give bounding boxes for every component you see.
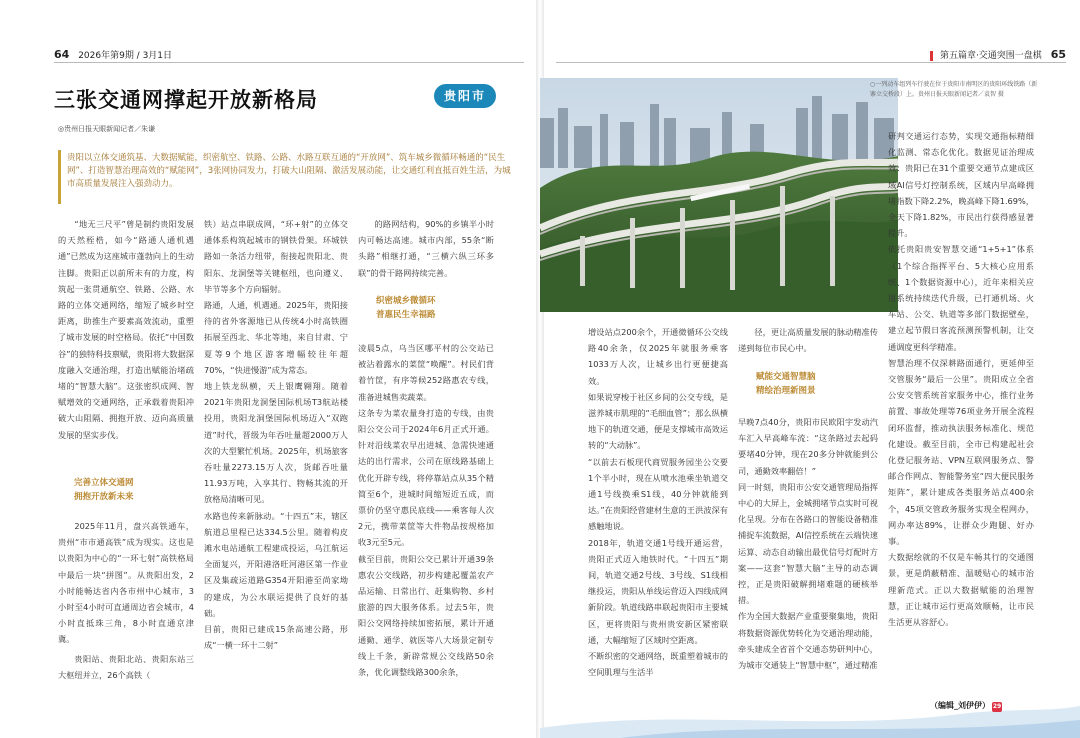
left-folio — [54, 48, 172, 61]
editor-credit — [930, 700, 1002, 712]
right-section-title: 第五篇章·交通突围一盘棋 — [939, 51, 1042, 61]
column-1-top: “地无三尺平”曾是制约贵阳发展的天然桎梏，如今“路通人通机遇通”已然成为这座城市蓬勃向上的生动注脚。贵阳正以前所未有的力度，构筑起一张贯通航空、铁路、公路、水路的立体交通网络，缩短了城乡时空距离，助推生产要素高效流动，重塑了城市发展的时空格局。依托“中国数谷”的独特科技禀赋，贵阳将大数据深度融入交通治理，打造出赋能治堵疏堵的“智慧大脑”。这张密织成网、智赋增效的交通网络，正承载着贵阳冲破大山阻隔、拥抱开放、迈向高质量发展的坚实步伐。 — [58, 219, 194, 440]
editor-name: （编辑_刘伊伊） — [930, 701, 990, 710]
footer-wave-decoration — [0, 698, 1080, 738]
column-5-bottom: 早晚7点40分，贵阳市民欧阳宇发动汽车汇入早高峰车流：“这条路过去起码要堵40分钟，现在20多分钟就能到公司，通勤效率翻倍！” 同一时刻，贵阳市公安交通管理局指挥中心的大屏上，金城拥堵节点实时可视化呈现。分布在各路口的智能设备精准捕捉车流数据，AI信控系统在云端快速运算、动态自动输出最优信号灯配时方案——这套“智慧大脑”主导的动态调控，正是贵阳破解拥堵难题的硬核举措。 作为全国大数据产业重要聚集地，贵阳将数据资源优势转化为交通治理动能，牵头建成全省首个交通态势研判中心，为城市交通装上“智慧中枢”，通过精准 — [738, 417, 878, 671]
column-5-top: 径，更让高质量发展的脉动精准传递到每位市民心中。 — [738, 327, 878, 354]
column-1-bottom: 2025年11月，盘兴高铁通车，贵州“市市通高铁”成为现实。这也是以贵阳为中心的“一环七射”高铁格局中最后一块“拼图”。从贵阳出发，2小时能畅达省内各市州中心城市，3小时至4小时可直通周边省会城市，4小时直抵珠三角，8小时直通京津冀。 — [58, 521, 194, 645]
left-page-number: 64 — [54, 48, 70, 61]
column-1-bottom-2: 贵阳站、贵阳北站、贵阳东站三大枢纽并立，26个高铁（ — [58, 654, 194, 681]
right-folio — [916, 48, 1066, 61]
left-issue-info: 2026年第9期 / 3月1日 — [78, 51, 173, 61]
subhead-3: 赋能交通智慧脑 精绘治理新图景 — [756, 372, 816, 396]
column-3-top: 的路网结构，90%的乡镇半小时内可畅达高速。城市内部，55条“断头路”相继打通，“三横六纵三环多联”的骨干路网持续完善。 — [358, 219, 494, 278]
right-page — [540, 0, 1080, 738]
left-top-rule — [54, 62, 524, 63]
column-3-bottom: 凌晨5点，乌当区哪平村的公交站已被沾着露水的菜筐“唤醒”。村民们背着竹筐，有序等候252路惠农专线，准备进城售卖蔬菜。 这条专为菜农量身打造的专线，由贵阳公交公司于2024年6月正式开通。针对沿线菜农早出进城、急需快速通达的出行需求，公司在原线路基础上优化开辟专线，将停靠站点从35个精简至6个，进城时间缩短近五成，而票价仍坚守惠民底线——乘客每人次2元，携带菜筐等大件物品按规格加收3元至5元。 截至目前，贵阳公交已累计开通39条惠农公交线路，初步构建起覆盖农产品运输、日常出行、赶集购物、乡村旅游的四大服务体系。过去5年，贵阳公交网络持续加密拓展，累计开通通勤、通学、就医等八大场景定制专线上千条，新辟常规公交线路50余条，优化调整线路300余条， — [358, 343, 494, 678]
byline: ◎贵州日报天眼新闻记者／朱谦 — [58, 125, 156, 133]
column-2: 铁）站点串联成网，“环+射”的立体交通体系构筑起城市的钢铁骨架。环城铁路如一条活力纽带，衔接起贵阳北、贵阳东、龙洞堡等关键枢纽，也向遵义、毕节等多个方向辐射。 路通，人通，机遇通。2025年，贵阳接待的省外客源地已从传统4小时高铁圈拓展至西北、华北等地，来自甘肃、宁夏等9个地区游客增幅较往年超70%，“快进慢游”成为常态。 地上铁龙纵横，天上银鹰翱翔。随着2021年贵阳龙洞堡国际机场T3航站楼投用，贵阳龙洞堡国际机场迈入“双跑道”时代，晋级为年吞吐量超2000万人次的大型繁忙机场。2025年，机场旅客吞吐量2273.15万人次，货邮吞吐量11.93万吨，入享其行、物畅其流的开放格局清晰可见。 水路也传来新脉动。“十四五”末，辖区航道总里程已达334.5公里。随着构皮滩水电站通航工程建成投运，乌江航运全面复兴，开阳港洛旺河港区第一作业区及集疏运道路G354开阳港至尚家坳的建成，为公水联运提供了良好的基础。 目前，贵阳已建成15条高速公路，形成“一横一环十二射” — [204, 219, 348, 651]
page-mark-badge: 29 — [992, 703, 1002, 710]
subhead-1: 完善立体交通网 拥抱开放新未来 — [74, 478, 134, 502]
section-marker — [930, 51, 933, 61]
right-page-number: 65 — [1050, 48, 1066, 61]
subhead-2: 织密城乡微循环 普惠民生幸福路 — [376, 296, 436, 320]
column-6: 研判交通运行态势，实现交通指标精细化监测、常态化优化。数据见证治理成效：贵阳已在31个重要交通节点建成区域AI信号灯控制系统，区域内早高峰拥堵指数下降2.2%，晚高峰下降1.69%，全天下降1.82%，市民出行获得感显著提升。 依托贵阳贵安智慧交通“1+5+1”体系（1个综合指挥平台、5大核心应用系统、1个数据资源中心），近年来相关应用系统持续迭代升级，已打通机场、火车站、公交、轨道等多部门数据壁垒，建立起节假日客流预测预警机制，让交通调度更科学精准。 智慧治理不仅深耕路面通行，更延伸至交管服务“最后一公里”。贵阳成立全省公安交管系统首家服务中心，推行业务前置、事故处理等76项业务开展全流程闭环监督，推动执法服务标准化、规范化建设。截至目前，全市已构建起社会化登记服务站、VPN互联网服务点、警邮合作网点、智能警务室“四大便民服务矩阵”，累计建成各类服务站点400余个，45项交管政务服务实现全程网办，网办率达89%，让群众少跑腿、好办事。 大数据绘就的不仅是车畅其行的交通图景，更是荫蔽精准、温暖贴心的城市治理新范式。正以大数据赋能的治理智慧，正让城市运行更高效顺畅，让市民生活更从容舒心。 — [888, 131, 1034, 628]
column-4: 增设站点200余个，开通微循环公交线路40余条，仅2025年就服务乘客1033万人次，让城乡出行更便捷高效。 如果说穿梭于社区乡间的公交专线，是滋养城市肌理的“毛细血管”；那么纵横地下的轨道交通，便是支撑城市高效运转的“大动脉”。 “以前去石板现代商贸服务园坐公交要1个半小时，现在从喷水池乘坐轨道交通1号线换乘S1线，40分钟就能到达。”在贵阳经营建材生意的王洪波深有感触地说。 2018年，轨道交通1号线开通运营，贵阳正式迈入地铁时代。“十四五”期间，轨道交通2号线、3号线、S1线相继投运，贵阳从单线运营迈入四线成网新阶段。轨道线路串联起贵阳市主要城区，更将贵阳与贵州贵安新区紧密联通，大幅缩短了区域时空距离。 不断织密的交通网络，既重塑着城市的空间肌理与生活半 — [588, 327, 728, 678]
photo-caption: ○一列动车组列车行驶在位于贵阳市南明区的贵阳环线铁路（新寨立交桥段）上。贵州日报天眼新闻记者／袁智 摄 — [870, 81, 1038, 98]
right-top-rule — [556, 62, 1066, 63]
lead-paragraph: 贵阳以立体交通筑基、大数据赋能，织密航空、铁路、公路、水路互联互通的“开放网”、筑车城乡微循环畅通的“民生网”、打造智慧治理高效的“赋能网”，3张网协同发力，打破大山阻隔、激活发展动能，让交通红利直抵百姓生活，为城市高质量发展注入强劲动力。 — [58, 150, 520, 204]
city-badge: 贵阳市 — [434, 84, 496, 108]
article-title: 三张交通网撑起开放新格局 — [54, 87, 318, 112]
